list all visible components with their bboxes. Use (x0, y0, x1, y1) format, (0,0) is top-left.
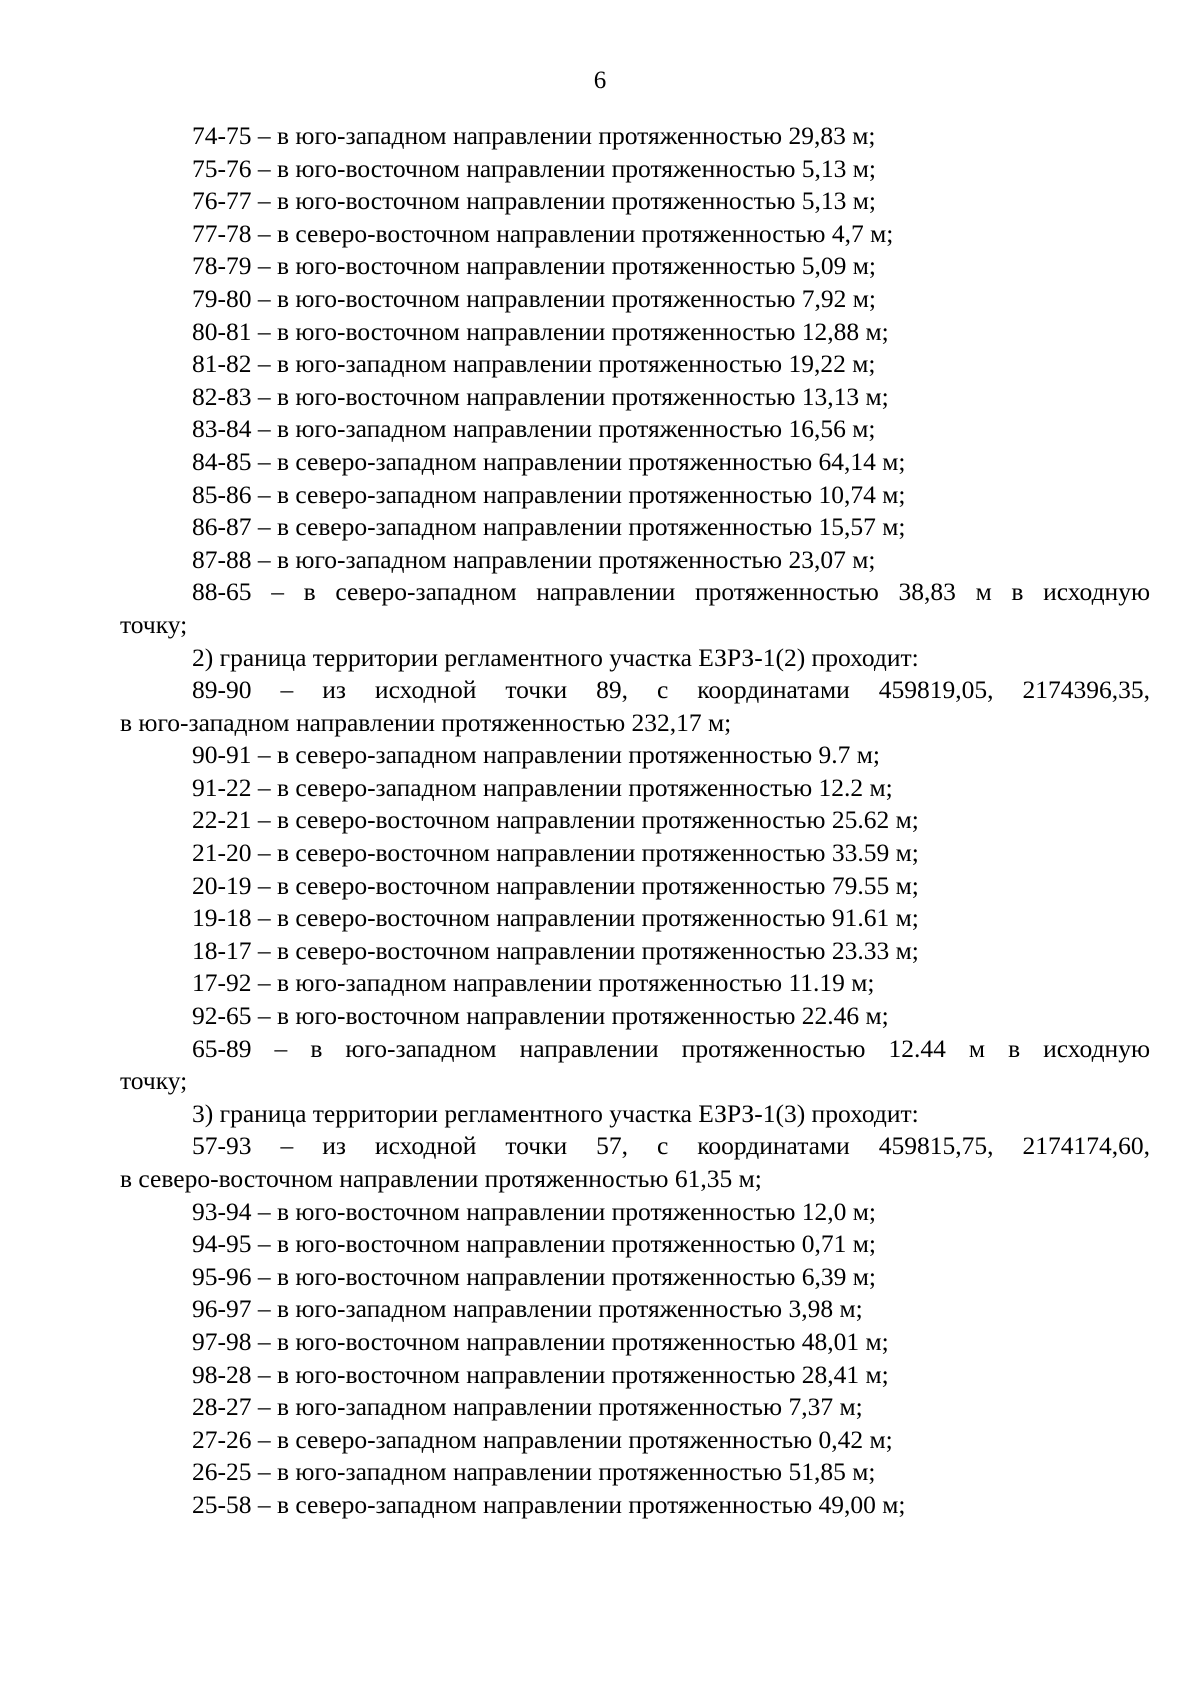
text-line: 75-76 – в юго-восточном направлении протяженностью 5,13 м; (192, 153, 877, 183)
text-line: 20-19 – в северо-восточном направлении протяженностью 79.55 м; (192, 870, 919, 900)
text-line: 21-20 – в северо-восточном направлении протяженностью 33.59 м; (192, 838, 919, 868)
text-line: 3) граница территории регламентного участка ЕЗРЗ-1(3) проходит: (192, 1098, 919, 1128)
text-line: 84-85 – в северо-западном направлении протяженностью 64,14 м; (192, 446, 906, 476)
text-line: 98-28 – в юго-восточном направлении протяженностью 28,41 м; (192, 1359, 889, 1389)
text-line: точку; (120, 609, 188, 639)
text-line: 77-78 – в северо-восточном направлении протяженностью 4,7 м; (192, 218, 894, 248)
text-line: 94-95 – в юго-восточном направлении протяженностью 0,71 м; (192, 1229, 877, 1259)
text-line: 28-27 – в юго-западном направлении протяженностью 7,37 м; (192, 1392, 863, 1422)
text-line: 17-92 – в юго-западном направлении протяженностью 11.19 м; (192, 968, 875, 998)
text-line: в юго-западном направлении протяженностью 232,17 м; (120, 707, 732, 737)
text-line: 2) граница территории регламентного участка ЕЗРЗ-1(2) проходит: (192, 642, 919, 672)
text-line: 19-18 – в северо-восточном направлении протяженностью 91.61 м; (192, 903, 919, 933)
text-line: 96-97 – в юго-западном направлении протяженностью 3,98 м; (192, 1294, 863, 1324)
text-line: 18-17 – в северо-восточном направлении протяженностью 23.33 м; (192, 935, 919, 965)
page-number: 6 (593, 67, 607, 94)
text-line: 85-86 – в северо-западном направлении протяженностью 10,74 м; (192, 479, 906, 509)
text-line: 88-65 – в северо-западном направлении протяженностью 38,83 м в исходную (192, 577, 1150, 607)
text-line: 80-81 – в юго-восточном направлении протяженностью 12,88 м; (192, 316, 889, 346)
text-line: 91-22 – в северо-западном направлении протяженностью 12.2 м; (192, 772, 893, 802)
text-line: 57-93 – из исходной точки 57, с координатами 459815,75, 2174174,60, (192, 1131, 1150, 1161)
text-line: 78-79 – в юго-восточном направлении протяженностью 5,09 м; (192, 251, 877, 281)
text-line: 79-80 – в юго-восточном направлении протяженностью 7,92 м; (192, 283, 877, 313)
text-line: 26-25 – в юго-западном направлении протяженностью 51,85 м; (192, 1457, 876, 1487)
text-line: 25-58 – в северо-западном направлении протяженностью 49,00 м; (192, 1489, 906, 1519)
text-line: 81-82 – в юго-западном направлении протяженностью 19,22 м; (192, 349, 876, 379)
text-line: 82-83 – в юго-восточном направлении протяженностью 13,13 м; (192, 381, 889, 411)
document-body (120, 120, 1150, 1522)
text-line: 86-87 – в северо-западном направлении протяженностью 15,57 м; (192, 512, 906, 542)
text-line: 65-89 – в юго-западном направлении протяженностью 12.44 м в исходную (192, 1033, 1150, 1063)
text-line: 87-88 – в юго-западном направлении протяженностью 23,07 м; (192, 544, 876, 574)
text-line: 74-75 – в юго-западном направлении протяженностью 29,83 м; (192, 121, 876, 150)
text-line: 22-21 – в северо-восточном направлении протяженностью 25.62 м; (192, 805, 919, 835)
text-line: 76-77 – в юго-восточном направлении протяженностью 5,13 м; (192, 186, 877, 216)
text-line: 83-84 – в юго-западном направлении протяженностью 16,56 м; (192, 414, 876, 444)
text-line: 95-96 – в юго-восточном направлении протяженностью 6,39 м; (192, 1261, 877, 1291)
text-line: 89-90 – из исходной точки 89, с координатами 459819,05, 2174396,35, (192, 675, 1150, 705)
text-line: 27-26 – в северо-западном направлении протяженностью 0,42 м; (192, 1424, 893, 1454)
text-line: в северо-восточном направлении протяженностью 61,35 м; (120, 1164, 762, 1193)
text-line: точку; (120, 1066, 188, 1096)
text-line: 92-65 – в юго-восточном направлении протяженностью 22.46 м; (192, 1001, 889, 1031)
text-line: 97-98 – в юго-восточном направлении протяженностью 48,01 м; (192, 1326, 889, 1356)
text-line: 90-91 – в северо-западном направлении протяженностью 9.7 м; (192, 740, 880, 770)
text-line: 93-94 – в юго-восточном направлении протяженностью 12,0 м; (192, 1196, 877, 1226)
